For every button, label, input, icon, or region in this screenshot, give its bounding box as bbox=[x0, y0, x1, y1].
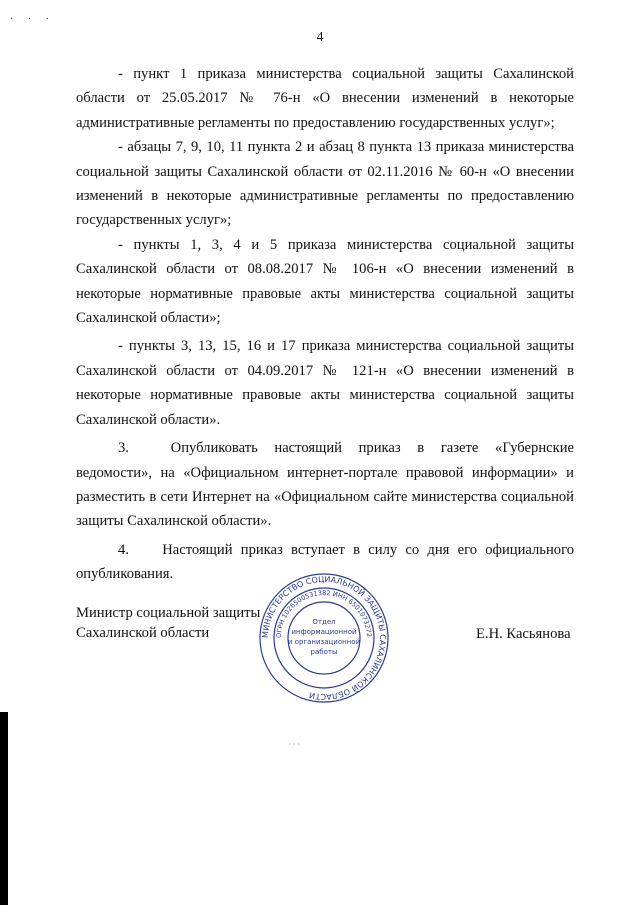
paragraph-text: Опубликовать настоящий приказ в газете «Губернские ведомости», на «Официальном интернет-портале правовой информации» и разместить в сети Интернет на «Официальном сайте министерства социальной защиты Сахалинской области». bbox=[76, 440, 574, 530]
list-item: - пункты 3, 13, 15, 16 и 17 приказа министерства социальной защиты Сахалинской области от 04.09.2017 № 121-н «О внесении изменений в некоторые нормативные правовые акты министерства социальной защиты Сахалинской области». bbox=[76, 338, 574, 428]
seal-outer-text: МИНИСТЕРСТВО СОЦИАЛЬНОЙ ЗАЩИТЫ САХАЛИНСКОЙ ОБЛАСТИ bbox=[260, 574, 388, 702]
seal-center-line: работы bbox=[310, 648, 338, 656]
seal-center-line: информационной bbox=[291, 628, 357, 636]
seal-inner-text: ОГРН 1026500531382 ИНН 6501073272 bbox=[274, 588, 374, 639]
document-body bbox=[76, 62, 574, 587]
list-item: - пункт 1 приказа министерства социальной защиты Сахалинской области от 25.05.2017 № 76-н «О внесении изменений в некоторые административные регламенты по предоставлению государственных услуг»; bbox=[76, 66, 574, 131]
scan-dot: · · · bbox=[288, 740, 300, 749]
signatory-name: Е.Н. Касьянова bbox=[476, 626, 571, 642]
seal-center-line: и организационной bbox=[287, 638, 361, 646]
scan-edge-bar bbox=[0, 712, 8, 905]
paragraph-number: 3. bbox=[118, 440, 129, 457]
paragraph-text: Настоящий приказ вступает в силу со дня его официального опубликования. bbox=[76, 541, 574, 583]
seal-center-line: Отдел bbox=[312, 618, 336, 626]
official-seal bbox=[258, 572, 390, 704]
paragraph-number: 4. bbox=[118, 541, 129, 558]
page-number: 4 bbox=[316, 30, 324, 45]
signatory-position: Министр социальной защиты Сахалинской области bbox=[76, 605, 261, 641]
list-item: - абзацы 7, 9, 10, 11 пункта 2 и абзац 8 пункта 13 приказа министерства социальной защиты Сахалинской области от 02.11.2016 № 60-н «О внесении изменений в некоторые административные регламенты по предоставлению государственных услуг»; bbox=[76, 139, 574, 229]
scan-corner-marks: · · · bbox=[10, 14, 55, 25]
numbered-paragraph-3 bbox=[76, 436, 574, 534]
list-item: - пункты 1, 3, 4 и 5 приказа министерства социальной защиты Сахалинской области от 08.08.2017 № 106-н «О внесении изменений в некоторые нормативные правовые акты министерства социальной защиты Сахалинской области»; bbox=[76, 236, 574, 327]
